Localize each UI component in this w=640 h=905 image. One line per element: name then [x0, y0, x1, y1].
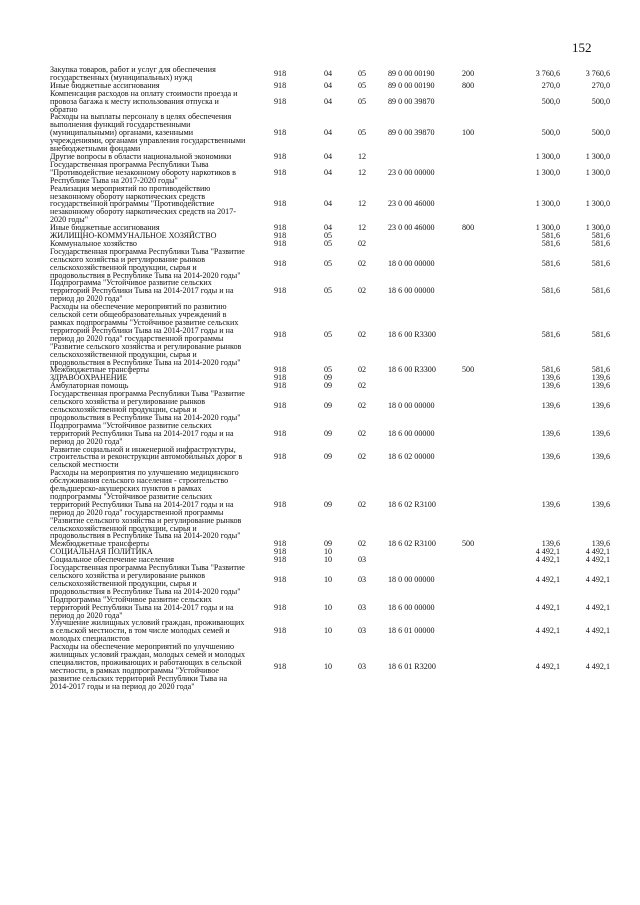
amount-year-2: 500,0	[591, 96, 610, 106]
table-row	[50, 564, 610, 596]
amount-year-2: 1 300,0	[585, 199, 610, 209]
row-name-line: Государственная программа Республики Тыва	[50, 159, 209, 169]
amount-year-2: 270,0	[591, 80, 610, 90]
ministry-code: 918	[274, 428, 287, 438]
amount-year-2: 139,6	[591, 373, 610, 383]
page-number: 152	[572, 40, 592, 55]
target-item-code: 18 6 00 00000	[388, 428, 435, 438]
amount-year-1: 581,6	[541, 365, 560, 375]
amount-year-1: 581,6	[541, 286, 560, 296]
amount-year-1: 270,0	[541, 80, 560, 90]
row-name-line: территорий Республики Тыва на 2014-2017 годы и на	[50, 499, 234, 509]
ministry-code: 918	[274, 381, 287, 391]
target-item-code: 89 0 00 39870	[388, 96, 435, 106]
ministry-code: 918	[274, 151, 287, 161]
row-name-line: "Развитие сельского хозяйства и регулирование рынков	[50, 341, 242, 351]
row-name	[50, 596, 274, 620]
table-row	[50, 469, 610, 540]
subsection-code: 12	[358, 223, 367, 233]
row-name-line: сельской сети общеобразовательных учреждений в	[50, 310, 227, 320]
row-name-line: местности, в рамках подпрограммы "Устойчивое	[50, 665, 219, 675]
table-row	[50, 422, 610, 446]
subsection-code: 05	[358, 68, 367, 78]
expense-type-code: 800	[462, 223, 475, 233]
row-name-line: специалистов, проживающих и работающих в сельской	[50, 657, 242, 667]
table-row	[50, 643, 610, 690]
subsection-code: 02	[358, 381, 367, 391]
row-name-line: продовольствия в Республике Тыва на 2014-2020 годы"	[50, 412, 241, 422]
section-code: 09	[324, 428, 333, 438]
row-name-line: сельского хозяйства и регулирование рынков	[50, 254, 206, 264]
subsection-code: 02	[358, 329, 367, 339]
amount-year-2: 139,6	[591, 539, 610, 549]
subsection-code: 02	[358, 258, 367, 268]
ministry-code: 918	[274, 238, 287, 248]
table-row	[50, 66, 610, 82]
amount-year-2: 139,6	[591, 499, 610, 509]
section-code: 10	[324, 661, 333, 671]
row-name-line: территорий Республики Тыва на 2014-2017 годы и на	[50, 428, 234, 438]
table-row	[50, 390, 610, 422]
section-code: 10	[324, 574, 333, 584]
amount-year-1: 139,6	[541, 401, 560, 411]
row-name-line: Улучшение жилищных условий граждан, проживающих	[50, 618, 245, 628]
section-code: 09	[324, 401, 333, 411]
amount-year-1: 4 492,1	[535, 602, 560, 612]
target-item-code: 23 0 00 46000	[388, 199, 435, 209]
section-code: 10	[324, 602, 333, 612]
amount-year-2: 4 492,1	[585, 555, 610, 565]
row-name-line: строительства и реконструкции автомобильных дорог в	[50, 452, 243, 462]
amount-year-1: 1 300,0	[535, 199, 560, 209]
row-name-line: Государственная программа Республики Тыва "Развитие	[50, 246, 245, 256]
amount-year-1: 1 300,0	[535, 167, 560, 177]
target-item-code: 18 6 00 R3300	[388, 365, 436, 375]
row-name-line: государственной программы "Противодействие	[50, 199, 215, 209]
row-name-line: сельской местности	[50, 460, 119, 470]
subsection-code: 02	[358, 428, 367, 438]
target-item-code: 89 0 00 39870	[388, 128, 435, 138]
row-name-line: Расходы на выплаты персоналу в целях обеспечения	[50, 112, 232, 122]
table-row	[50, 619, 610, 643]
ministry-code: 918	[274, 602, 287, 612]
amount-year-1: 4 492,1	[535, 574, 560, 584]
subsection-code: 05	[358, 80, 367, 90]
ministry-code: 918	[274, 373, 287, 383]
row-name	[50, 446, 274, 470]
amount-year-2: 1 300,0	[585, 167, 610, 177]
subsection-code: 03	[358, 555, 367, 565]
target-item-code: 18 6 01 00000	[388, 626, 435, 636]
target-item-code: 18 6 00 00000	[388, 602, 435, 612]
section-code: 04	[324, 80, 333, 90]
subsection-code: 12	[358, 167, 367, 177]
row-name-line: Социальное обеспечение населения	[50, 555, 174, 565]
ministry-code: 918	[274, 96, 287, 106]
target-item-code: 18 6 02 00000	[388, 452, 435, 462]
row-name-line: Межбюджетные трансферты	[50, 365, 150, 375]
target-item-code: 18 6 02 R3100	[388, 499, 436, 509]
target-item-code: 18 6 00 R3300	[388, 329, 436, 339]
row-name-line: Межбюджетные трансферты	[50, 539, 150, 549]
ministry-code: 918	[274, 199, 287, 209]
target-item-code: 18 6 00 00000	[388, 286, 435, 296]
table-row	[50, 446, 610, 470]
subsection-code: 12	[358, 151, 367, 161]
amount-year-2: 139,6	[591, 428, 610, 438]
target-item-code: 18 6 02 R3100	[388, 539, 436, 549]
row-name-line: сельскохозяйственной продукции, сырья и	[50, 349, 197, 359]
subsection-code: 03	[358, 661, 367, 671]
subsection-code: 02	[358, 365, 367, 375]
row-name-line: территорий Республики Тыва на 2014-2017 годы и на	[50, 602, 234, 612]
amount-year-2: 581,6	[591, 238, 610, 248]
ministry-code: 918	[274, 258, 287, 268]
amount-year-1: 4 492,1	[535, 555, 560, 565]
amount-year-1: 139,6	[541, 539, 560, 549]
ministry-code: 918	[274, 626, 287, 636]
row-name-line: молодых специалистов	[50, 634, 130, 644]
row-name	[50, 469, 274, 540]
section-code: 10	[324, 626, 333, 636]
subsection-code: 02	[358, 539, 367, 549]
row-name-line: Другие вопросы в области национальной экономики	[50, 151, 232, 161]
amount-year-2: 581,6	[591, 329, 610, 339]
row-name-line: сельского хозяйства и регулирование рынков	[50, 571, 206, 580]
row-name-line: 2014-2017 годы и на период до 2020 года"	[50, 681, 195, 691]
row-name-line: сельскохозяйственной продукции, сырья и	[50, 523, 197, 533]
ministry-code: 918	[274, 539, 287, 549]
amount-year-2: 139,6	[591, 401, 610, 411]
row-name-line: СОЦИАЛЬНАЯ ПОЛИТИКА	[50, 547, 153, 557]
table-row	[50, 279, 610, 303]
section-code: 09	[324, 539, 333, 549]
row-name-line: продовольствия в Республике Тыва на 2014-2020 годы"	[50, 270, 241, 280]
row-name	[50, 390, 274, 422]
row-name	[50, 619, 274, 643]
section-code: 04	[324, 128, 333, 138]
row-name-line: Развитие социальной и инженерной инфраструктуры,	[50, 444, 236, 454]
amount-year-2: 581,6	[591, 231, 610, 241]
section-code: 05	[324, 329, 333, 339]
subsection-code: 02	[358, 499, 367, 509]
target-item-code: 23 0 00 00000	[388, 167, 435, 177]
amount-year-2: 4 492,1	[585, 661, 610, 671]
row-name-line: Реализация мероприятий по противодействию	[50, 183, 211, 193]
row-name-line: внебюджетными фондами	[50, 144, 141, 154]
row-name	[50, 185, 274, 225]
section-code: 05	[324, 238, 333, 248]
row-name-line: Государственная программа Республики Тыва "Развитие	[50, 563, 245, 573]
amount-year-1: 139,6	[541, 452, 560, 462]
row-name-line: территорий Республики Тыва на 2014-2017 годы и на	[50, 325, 234, 335]
amount-year-1: 581,6	[541, 231, 560, 241]
table-row	[50, 596, 610, 620]
row-name-line: продовольствия в Республике Тыва на 2014-2020 годы"	[50, 531, 241, 541]
amount-year-2: 500,0	[591, 128, 610, 138]
row-name-line: Расходы на обеспечение мероприятий по развитию	[50, 302, 227, 312]
expense-type-code: 100	[462, 128, 475, 138]
target-item-code: 89 0 00 00190	[388, 80, 435, 90]
ministry-code: 918	[274, 128, 287, 138]
amount-year-2: 1 300,0	[585, 223, 610, 233]
section-code: 09	[324, 381, 333, 391]
row-name-line: государственных (муниципальных) нужд	[50, 72, 193, 82]
row-name-line: продовольствия в Республике Тыва на 2014-2020 годы"	[50, 586, 241, 596]
amount-year-1: 1 300,0	[535, 223, 560, 233]
row-name-line: незаконному обороту наркотических средств	[50, 191, 206, 201]
amount-year-1: 581,6	[541, 238, 560, 248]
row-name-line: Иные бюджетные ассигнования	[50, 223, 160, 233]
subsection-code: 12	[358, 199, 367, 209]
section-code: 05	[324, 231, 333, 241]
subsection-code: 05	[358, 96, 367, 106]
ministry-code: 918	[274, 68, 287, 78]
ministry-code: 918	[274, 452, 287, 462]
row-name-line: развитие сельских территорий Республики Тыва на	[50, 673, 228, 683]
row-name	[50, 113, 274, 153]
section-code: 04	[324, 151, 333, 161]
row-name-line: Подпрограмма "Устойчивое развитие сельских	[50, 420, 212, 430]
row-name-line: сельскохозяйственной продукции, сырья и	[50, 404, 197, 414]
amount-year-1: 4 492,1	[535, 661, 560, 671]
target-item-code: 23 0 00 46000	[388, 223, 435, 233]
ministry-code: 918	[274, 80, 287, 90]
target-item-code: 18 6 01 R3200	[388, 661, 436, 671]
section-code: 05	[324, 286, 333, 296]
row-name-line: сельского хозяйства и регулирование рынков	[50, 397, 206, 407]
row-name	[50, 643, 274, 690]
row-name-line: Иные бюджетные ассигнования	[50, 80, 160, 90]
expense-type-code: 800	[462, 80, 475, 90]
expense-type-code: 500	[462, 365, 475, 375]
row-name	[50, 422, 274, 446]
row-name-line: Государственная программа Республики Тыва "Развитие	[50, 389, 245, 399]
row-name-line: Компенсация расходов на оплату стоимости проезда и	[50, 88, 238, 98]
subsection-code: 03	[358, 602, 367, 612]
ministry-code: 918	[274, 329, 287, 339]
row-name-line: незаконному обороту наркотических средств на 2017-	[50, 207, 236, 217]
ministry-code: 918	[274, 499, 287, 509]
row-name-line: Закупка товаров, работ и услуг для обеспечения	[50, 65, 216, 74]
ministry-code: 918	[274, 231, 287, 241]
row-name	[50, 161, 274, 185]
amount-year-2: 581,6	[591, 258, 610, 268]
row-name	[50, 90, 274, 114]
ministry-code: 918	[274, 555, 287, 565]
ministry-code: 918	[274, 365, 287, 375]
row-name-line: Амбулаторная помощь	[50, 381, 129, 391]
target-item-code: 18 0 00 00000	[388, 258, 435, 268]
section-code: 05	[324, 258, 333, 268]
expense-type-code: 200	[462, 68, 475, 78]
expense-type-code: 500	[462, 539, 475, 549]
table-row	[50, 185, 610, 225]
amount-year-2: 3 760,6	[585, 68, 610, 78]
row-name-line: Коммунальное хозяйство	[50, 238, 137, 248]
row-name-line: (муниципальными) органами, казенными	[50, 128, 194, 138]
row-name-line: фельдшерско-акушерских пунктов в рамках	[50, 484, 202, 494]
row-name-line: учреждениями, органами управления государственными	[50, 136, 246, 146]
ministry-code: 918	[274, 401, 287, 411]
row-name	[50, 248, 274, 280]
section-code: 09	[324, 373, 333, 383]
amount-year-2: 581,6	[591, 286, 610, 296]
section-code: 10	[324, 547, 333, 557]
amount-year-1: 1 300,0	[535, 151, 560, 161]
row-name	[50, 564, 274, 596]
subsection-code: 03	[358, 574, 367, 584]
amount-year-2: 4 492,1	[585, 602, 610, 612]
amount-year-1: 3 760,6	[535, 68, 560, 78]
subsection-code: 02	[358, 238, 367, 248]
target-item-code: 18 0 00 00000	[388, 401, 435, 411]
subsection-code: 02	[358, 286, 367, 296]
amount-year-2: 4 492,1	[585, 574, 610, 584]
ministry-code: 918	[274, 574, 287, 584]
section-code: 09	[324, 499, 333, 509]
row-name-line: 2020 годы"	[50, 215, 89, 225]
section-code: 04	[324, 96, 333, 106]
row-name-line: обслуживания сельского населения - строительство	[50, 476, 229, 486]
amount-year-1: 581,6	[541, 329, 560, 339]
row-name-line: "Развитие сельского хозяйства и регулирование рынков	[50, 515, 242, 525]
row-name-line: ЖИЛИЩНО-КОММУНАЛЬНОЕ ХОЗЯЙСТВО	[50, 231, 217, 241]
row-name-line: Расходы на обеспечение мероприятий по улучшению	[50, 642, 235, 652]
target-item-code: 18 0 00 00000	[388, 574, 435, 584]
section-code: 04	[324, 167, 333, 177]
row-name-line: Расходы на мероприятия по улучшению медицинского	[50, 468, 239, 478]
row-name-line: в сельской местности, в том числе молодых семей и	[50, 626, 230, 636]
subsection-code: 03	[358, 626, 367, 636]
amount-year-2: 139,6	[591, 452, 610, 462]
row-name-line: Подпрограмма "Устойчивое развитие сельских	[50, 594, 212, 604]
row-name-line: ЗДРАВООХРАНЕНИЕ	[50, 373, 128, 383]
row-name-line: подпрограммы "Устойчивое развитие сельских	[50, 491, 213, 501]
section-code: 04	[324, 199, 333, 209]
ministry-code: 918	[274, 223, 287, 233]
row-name-line: период до 2020 года"	[50, 610, 123, 620]
table-row	[50, 90, 610, 114]
budget-table	[50, 66, 610, 691]
ministry-code: 918	[274, 547, 287, 557]
row-name-line: продовольствия в Республике Тыва на 2014-2020 годы"	[50, 357, 241, 367]
amount-year-2: 4 492,1	[585, 626, 610, 636]
amount-year-2: 1 300,0	[585, 151, 610, 161]
ministry-code: 918	[274, 661, 287, 671]
amount-year-1: 139,6	[541, 381, 560, 391]
table-row	[50, 113, 610, 153]
row-name-line: "Противодействие незаконному обороту наркотиков в	[50, 167, 236, 177]
amount-year-1: 500,0	[541, 96, 560, 106]
subsection-code: 02	[358, 401, 367, 411]
amount-year-1: 500,0	[541, 128, 560, 138]
ministry-code: 918	[274, 167, 287, 177]
row-name	[50, 279, 274, 303]
section-code: 05	[324, 365, 333, 375]
amount-year-1: 139,6	[541, 499, 560, 509]
row-name	[50, 66, 274, 82]
table-row	[50, 248, 610, 280]
row-name-line: период до 2020 года"	[50, 436, 123, 446]
amount-year-1: 4 492,1	[535, 547, 560, 557]
section-code: 09	[324, 452, 333, 462]
row-name-line: сельскохозяйственной продукции, сырья и	[50, 578, 197, 588]
row-name-line: территорий Республики Тыва на 2014-2017 годы и на	[50, 286, 234, 296]
row-name-line: рамках подпрограммы "Устойчивое развитие сельских	[50, 318, 239, 327]
subsection-code: 05	[358, 128, 367, 138]
table-row	[50, 161, 610, 185]
target-item-code: 89 0 00 00190	[388, 68, 435, 78]
amount-year-1: 581,6	[541, 258, 560, 268]
row-name-line: выполнения функций государственными	[50, 120, 191, 130]
row-name-line: сельскохозяйственной продукции, сырья и	[50, 262, 197, 272]
row-name-line: период до 2020 года" государственной программы	[50, 507, 224, 517]
subsection-code: 02	[358, 452, 367, 462]
amount-year-1: 4 492,1	[535, 626, 560, 636]
section-code: 10	[324, 555, 333, 565]
amount-year-1: 139,6	[541, 428, 560, 438]
section-code: 04	[324, 223, 333, 233]
row-name-line: Республике Тыва на 2017-2020 годы"	[50, 175, 178, 185]
row-name-line: провоза багажа к месту использования отпуска и	[50, 96, 219, 106]
ministry-code: 918	[274, 286, 287, 296]
row-name-line: обратно	[50, 104, 78, 114]
amount-year-2: 4 492,1	[585, 547, 610, 557]
amount-year-2: 139,6	[591, 381, 610, 391]
row-name-line: жилищных условий граждан, молодых семей и молодых	[50, 650, 246, 660]
row-name-line: Подпрограмма "Устойчивое развитие сельских	[50, 278, 212, 288]
table-row	[50, 303, 610, 366]
amount-year-2: 581,6	[591, 365, 610, 375]
section-code: 04	[324, 68, 333, 78]
row-name	[50, 303, 274, 366]
row-name-line: период до 2020 года"	[50, 294, 123, 304]
row-name-line: период до 2020 года" государственной программы	[50, 333, 224, 343]
amount-year-1: 139,6	[541, 373, 560, 383]
